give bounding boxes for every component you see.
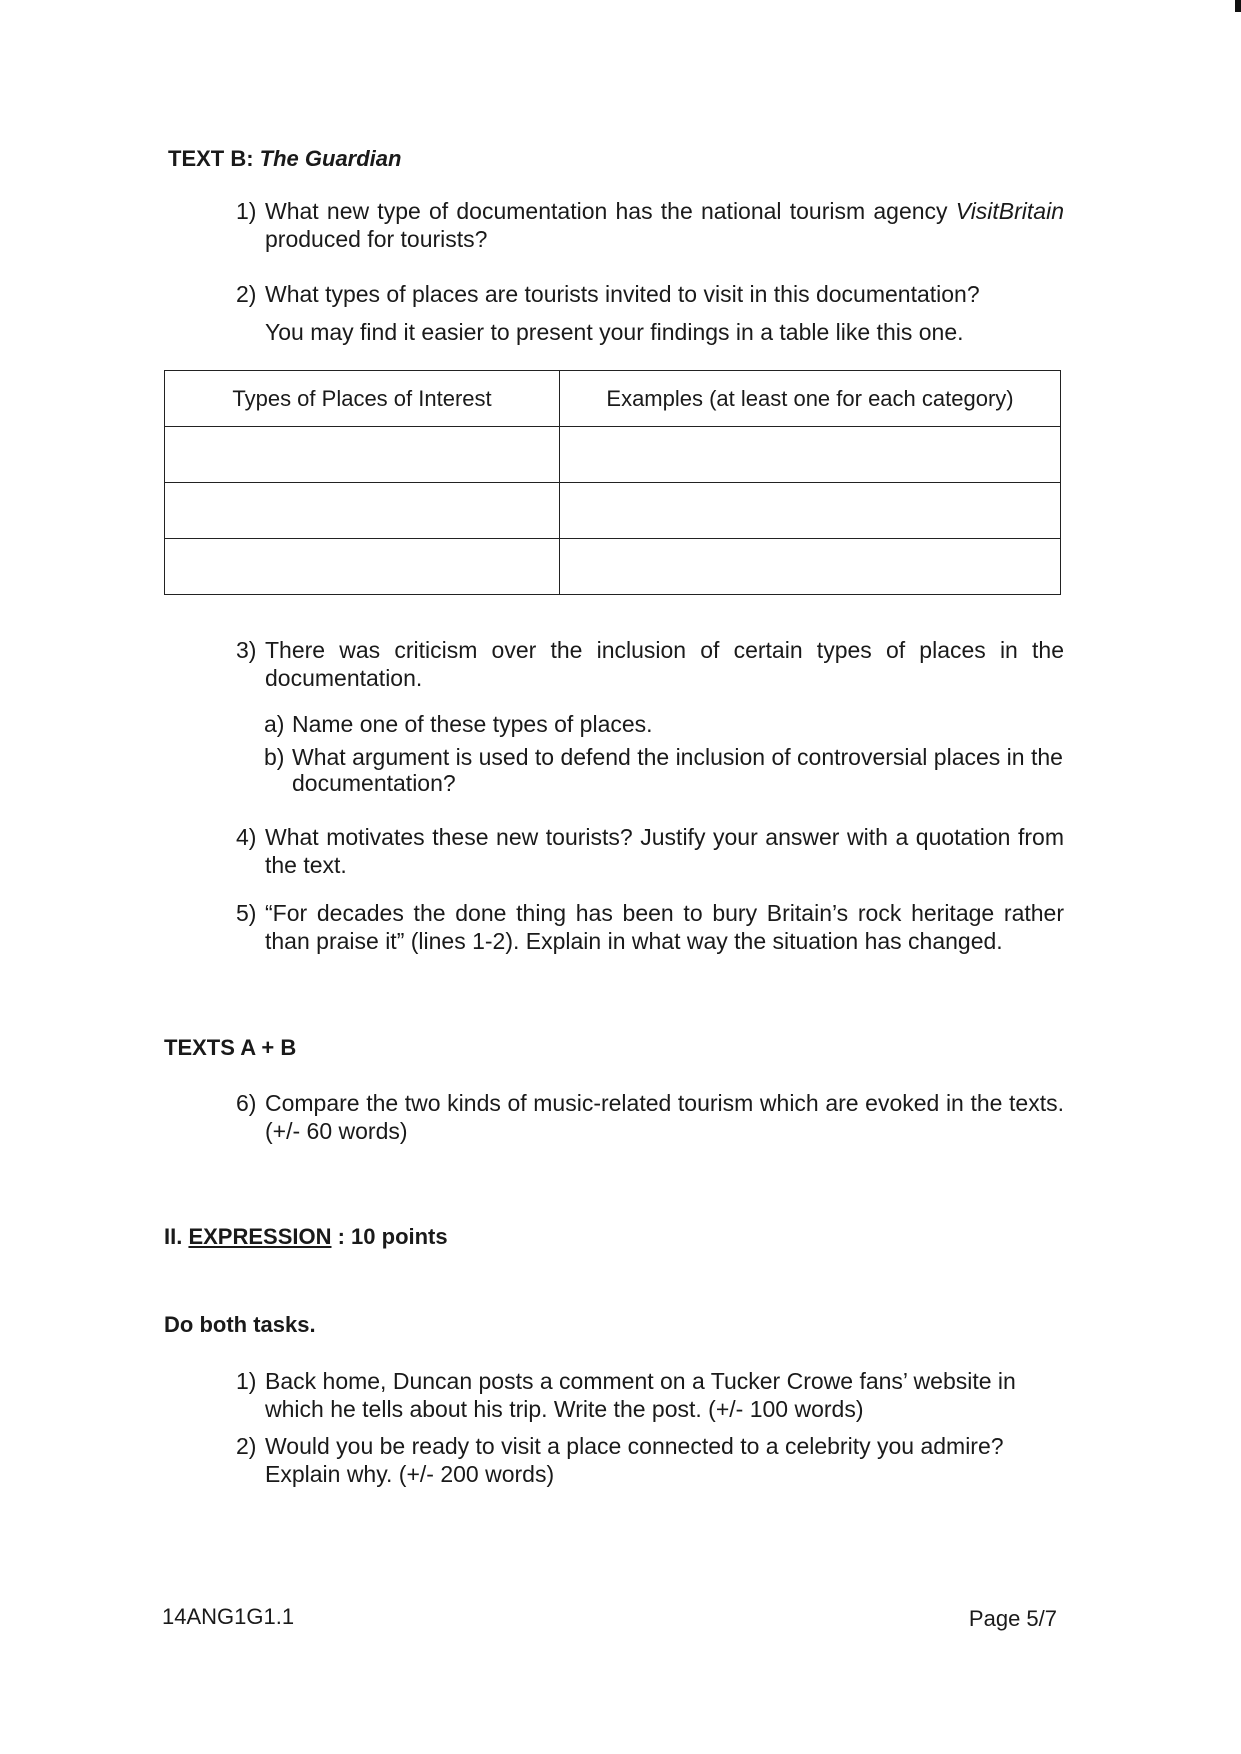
question-6 [236, 1089, 1064, 1145]
question-text: What types of places are tourists invited to visit in this documentation? [265, 281, 980, 307]
question-text: What new type of documentation has the national tourism agency VisitBritain produced for tourists? [265, 198, 1064, 252]
section-label: TEXT B: [168, 146, 260, 171]
question-1 [236, 197, 1064, 253]
section-heading-text-b [168, 146, 401, 172]
task-text: Would you be ready to visit a place connected to a celebrity you admire? Explain why. (+/- 200 words) [265, 1433, 1004, 1487]
question-3 [236, 636, 1064, 692]
table-header-row [165, 371, 1061, 427]
task-1 [236, 1367, 1064, 1423]
question-number: 4) [236, 824, 257, 850]
table-cell [165, 539, 560, 595]
task-text: Back home, Duncan posts a comment on a Tucker Crowe fans’ website in which he tells about his trip. Write the post. (+/- 100 words) [265, 1368, 1016, 1422]
section-title: EXPRESSION [188, 1224, 332, 1249]
findings-table [164, 370, 1061, 595]
sub-question-text: What argument is used to defend the inclusion of controversial places in the documentation? [292, 744, 1063, 796]
question-3a [264, 711, 1064, 737]
question-number: 6) [236, 1090, 257, 1116]
agency-name: VisitBritain [955, 198, 1064, 224]
table-cell [560, 539, 1061, 595]
question-3b [264, 744, 1064, 796]
question-text: Compare the two kinds of music-related tourism which are evoked in the texts. (+/- 60 words) [265, 1090, 1064, 1144]
table-row [165, 539, 1061, 595]
question-5 [236, 899, 1064, 955]
instruction: Do both tasks. [164, 1312, 316, 1337]
table-cell [560, 427, 1061, 483]
task-2 [236, 1432, 1064, 1488]
question-number: 3) [236, 637, 257, 663]
table-row [165, 427, 1061, 483]
section-number: II. [164, 1224, 189, 1249]
task-number: 2) [236, 1433, 257, 1459]
question-number: 5) [236, 900, 257, 926]
source-title: The Guardian [259, 146, 402, 171]
sub-question-letter: a) [264, 711, 285, 737]
sub-question-text: Name one of these types of places. [292, 711, 653, 737]
table-row [165, 483, 1061, 539]
question-2 [236, 280, 1064, 346]
question-text: What motivates these new tourists? Justify your answer with a quotation from the text. [265, 824, 1064, 878]
sub-question-letter: b) [264, 744, 285, 770]
section-points: : 10 points [331, 1224, 448, 1249]
table-header-types: Types of Places of Interest [165, 371, 560, 427]
table-cell [165, 483, 560, 539]
question-text: “For decades the done thing has been to bury Britain’s rock heritage rather than praise it” (lines 1-2). Explain in what way the situation has changed. [265, 900, 1064, 954]
table-cell [560, 483, 1061, 539]
table-cell [165, 427, 560, 483]
page-number: Page 5/7 [968, 1606, 1057, 1631]
question-number: 1) [236, 198, 257, 224]
table-header-examples: Examples (at least one for each category) [560, 371, 1061, 427]
question-number: 2) [236, 281, 257, 307]
question-note: You may find it easier to present your findings in a table like this one. [265, 319, 964, 345]
section-heading-expression [164, 1224, 448, 1250]
task-number: 1) [236, 1368, 257, 1394]
scan-mark [1235, 0, 1241, 12]
exam-code: 14ANG1G1.1 [162, 1604, 295, 1629]
section-heading-texts-ab: TEXTS A + B [164, 1035, 297, 1060]
question-text: There was criticism over the inclusion of certain types of places in the documentation. [265, 637, 1064, 691]
question-4 [236, 823, 1064, 879]
